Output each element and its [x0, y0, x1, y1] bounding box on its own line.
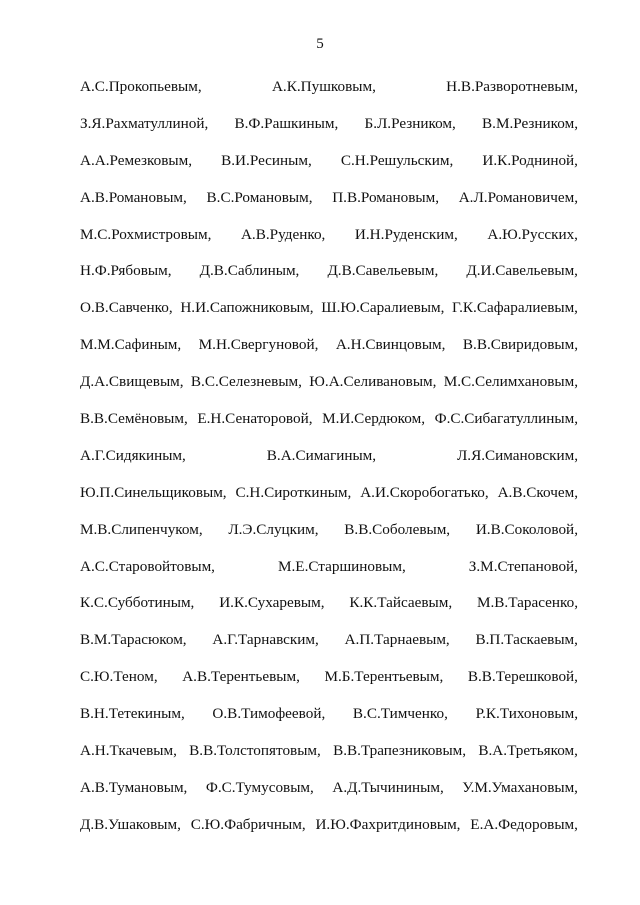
person-name: М.С.Селимхановым,	[443, 373, 578, 391]
person-name: В.Ф.Рашкиным,	[234, 114, 339, 132]
name-line	[80, 742, 578, 779]
person-name: К.К.Тайсаевым,	[349, 594, 453, 612]
person-name: Ш.Ю.Саралиевым,	[321, 299, 445, 317]
name-line	[80, 410, 578, 447]
name-line	[80, 299, 578, 336]
person-name: В.П.Таскаевым,	[475, 631, 578, 649]
name-line	[80, 78, 578, 115]
person-name: С.Н.Решульским,	[340, 151, 454, 169]
person-name: С.Ю.Фабричным,	[190, 815, 306, 833]
person-name: П.В.Романовым,	[332, 188, 440, 206]
person-name: М.И.Сердюком,	[322, 410, 426, 428]
person-name: У.М.Умахановым,	[462, 778, 578, 796]
person-name: З.М.Степановой,	[468, 557, 578, 575]
name-line	[80, 668, 578, 705]
name-line	[80, 336, 578, 373]
person-name: Д.В.Ушаковым,	[80, 815, 181, 833]
person-name: В.С.Тимченко,	[352, 705, 448, 723]
person-name: В.В.Толстопятовым,	[189, 742, 321, 760]
name-line	[80, 484, 578, 521]
person-name: Н.И.Сапожниковым,	[180, 299, 314, 317]
person-name: Ю.А.Селивановым,	[309, 373, 437, 391]
person-name: Д.И.Савельевым,	[466, 262, 578, 280]
person-name: В.Н.Тетекиным,	[80, 705, 185, 723]
name-line	[80, 226, 578, 263]
person-name: Ф.С.Сибагатуллиным,	[434, 410, 578, 428]
person-name: Б.Л.Резником,	[364, 114, 456, 132]
person-name: Е.А.Федоровым,	[470, 815, 578, 833]
person-name: Л.Я.Симановским,	[457, 446, 578, 464]
name-line	[80, 152, 578, 189]
person-name: Ф.С.Тумусовым,	[205, 778, 314, 796]
person-name: И.К.Сухаревым,	[219, 594, 325, 612]
person-name: М.В.Тарасенко,	[477, 594, 578, 612]
name-line	[80, 189, 578, 226]
person-name: Л.Э.Слуцким,	[228, 520, 319, 538]
person-name: М.В.Слипенчуком,	[80, 520, 203, 538]
person-name: В.В.Свиридовым,	[462, 336, 578, 354]
person-name: И.Ю.Фахритдиновым,	[315, 815, 461, 833]
person-name: О.В.Тимофеевой,	[212, 705, 326, 723]
person-name: С.Ю.Теном,	[80, 668, 158, 686]
person-name: Ю.П.Синельщиковым,	[80, 483, 227, 501]
person-name: В.М.Резником,	[482, 114, 578, 132]
person-name: З.Я.Рахматуллиной,	[80, 114, 209, 132]
person-name: А.К.Пушковым,	[271, 78, 376, 95]
name-line	[80, 594, 578, 631]
person-name: А.Г.Тарнавским,	[212, 631, 319, 649]
person-name: М.С.Рохмистровым,	[80, 225, 212, 243]
person-name: М.Е.Старшиновым,	[277, 557, 406, 575]
person-name: А.В.Скочем,	[497, 483, 578, 501]
person-name: А.Г.Сидякиным,	[80, 446, 186, 464]
person-name: И.В.Соколовой,	[475, 520, 578, 538]
name-line	[80, 262, 578, 299]
person-name: М.Б.Терентьевым,	[324, 668, 444, 686]
person-name: В.В.Семёновым,	[80, 410, 188, 428]
person-name: А.В.Терентьевым,	[182, 668, 300, 686]
person-name: В.В.Терешковой,	[467, 668, 578, 686]
person-name: А.В.Тумановым,	[80, 778, 188, 796]
person-name: М.М.Сафиным,	[80, 336, 182, 354]
person-name: И.Н.Руденским,	[354, 225, 458, 243]
person-name: В.А.Третьяком,	[478, 742, 578, 760]
name-line	[80, 521, 578, 558]
person-name: Г.К.Сафаралиевым,	[452, 299, 578, 317]
person-name: М.Н.Свергуновой,	[198, 336, 319, 354]
name-line	[80, 705, 578, 742]
name-line	[80, 115, 578, 152]
name-line	[80, 816, 578, 853]
person-name: А.С.Старовойтовым,	[80, 557, 215, 575]
person-name: О.В.Савченко,	[80, 299, 173, 317]
person-name: В.М.Тарасюком,	[80, 631, 187, 649]
person-name: В.С.Романовым,	[206, 188, 313, 206]
page-number: 5	[316, 36, 324, 52]
person-name: В.А.Симагиным,	[266, 446, 377, 464]
person-name: А.Н.Ткачевым,	[80, 742, 177, 760]
person-name: В.И.Ресиным,	[221, 151, 312, 169]
person-name: Е.Н.Сенаторовой,	[197, 410, 313, 428]
person-name: К.С.Субботиным,	[80, 594, 195, 612]
person-name: С.Н.Сироткиным,	[235, 483, 352, 501]
person-name: А.В.Руденко,	[240, 225, 326, 243]
person-name: И.К.Родниной,	[482, 151, 578, 169]
name-line	[80, 373, 578, 410]
person-name: А.Д.Тычининым,	[332, 778, 444, 796]
person-name: А.В.Романовым,	[80, 188, 187, 206]
person-name: В.В.Трапезниковым,	[333, 742, 467, 760]
name-line	[80, 631, 578, 668]
person-name: Н.В.Разворотневым,	[446, 78, 578, 95]
person-name: Д.А.Свищевым,	[80, 373, 184, 391]
name-line	[80, 447, 578, 484]
name-list	[80, 78, 578, 853]
person-name: А.Н.Свинцовым,	[335, 336, 446, 354]
person-name: В.С.Селезневым,	[190, 373, 302, 391]
person-name: Р.К.Тихоновым,	[475, 705, 578, 723]
person-name: В.В.Соболевым,	[344, 520, 451, 538]
name-line	[80, 779, 578, 816]
person-name: А.И.Скоробогатько,	[360, 483, 489, 501]
person-name: А.С.Прокопьевым,	[80, 78, 202, 95]
person-name: А.А.Ремезковым,	[80, 151, 193, 169]
name-line	[80, 558, 578, 595]
person-name: Д.В.Саблиным,	[199, 262, 300, 280]
person-name: А.П.Тарнаевым,	[344, 631, 450, 649]
person-name: А.Л.Романовичем,	[458, 188, 578, 206]
person-name: А.Ю.Русских,	[487, 225, 578, 243]
person-name: Д.В.Савельевым,	[327, 262, 439, 280]
person-name: Н.Ф.Рябовым,	[80, 262, 172, 280]
